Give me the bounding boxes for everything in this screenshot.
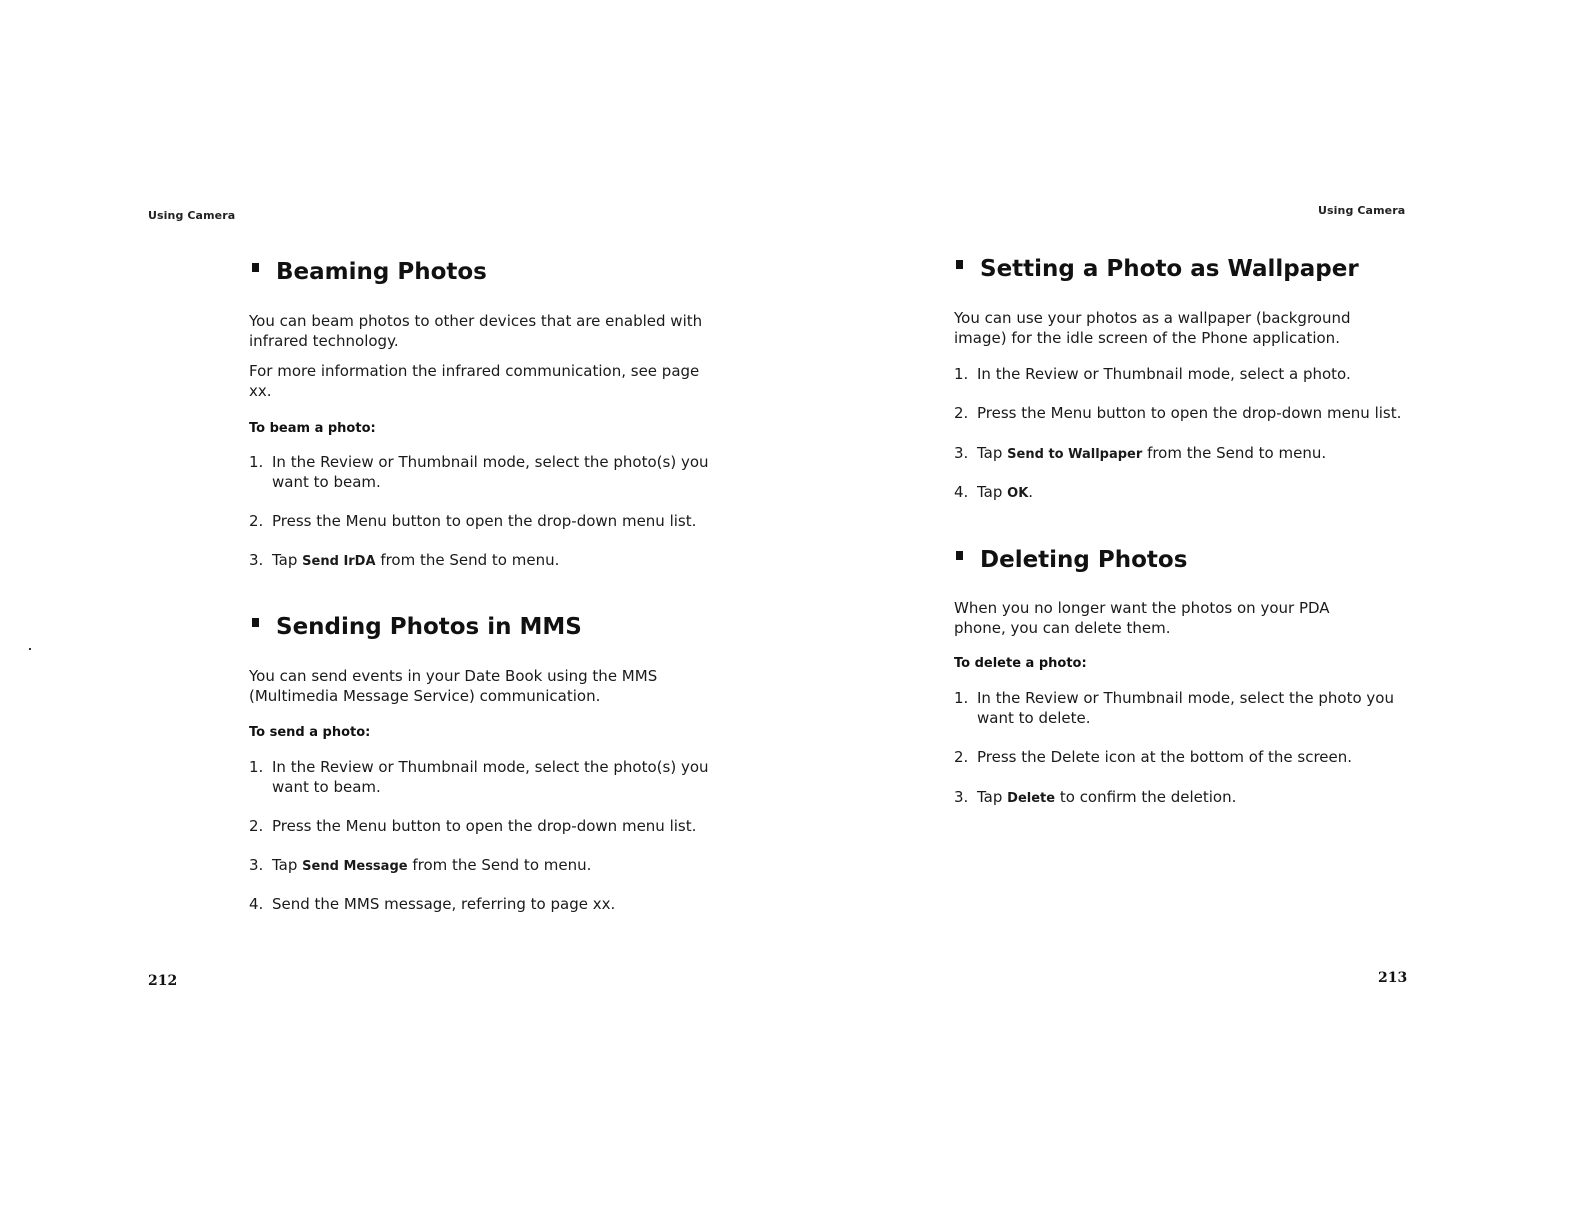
list-item: 3. Tap Send IrDA from the Send to menu. xyxy=(249,551,560,569)
square-bullet-icon xyxy=(252,263,259,272)
ui-term: Delete xyxy=(1007,791,1056,806)
list-item: 3. Tap Send Message from the Send to menu. xyxy=(249,856,592,874)
square-bullet-icon xyxy=(252,618,259,627)
right-page-number: 213 xyxy=(1378,970,1408,986)
ui-term: Send IrDA xyxy=(302,554,376,569)
ui-term: OK xyxy=(1007,486,1029,501)
section-title-beaming-photos: Beaming Photos xyxy=(252,259,487,285)
list-item: 3. Tap Send to Wallpaper from the Send to menu. xyxy=(954,444,1327,462)
paragraph: When you no longer want the photos on your PDA phone, you can delete them. xyxy=(954,599,1330,637)
ui-term: Send to Wallpaper xyxy=(1007,447,1143,462)
list-item: 1. In the Review or Thumbnail mode, select the photo(s) you want to beam. xyxy=(249,758,709,796)
left-page-number: 212 xyxy=(148,973,178,989)
procedure-heading: To beam a photo: xyxy=(249,421,376,436)
list-item: 3. Tap Delete to confirm the deletion. xyxy=(954,788,1237,806)
list-item: 4. Send the MMS message, referring to page xx. xyxy=(249,895,616,913)
left-running-header: Using Camera xyxy=(148,209,236,222)
square-bullet-icon xyxy=(956,260,963,269)
list-item: 1. In the Review or Thumbnail mode, select a photo. xyxy=(954,365,1351,383)
procedure-heading: To send a photo: xyxy=(249,725,371,740)
section-title-setting-wallpaper: Setting a Photo as Wallpaper xyxy=(956,256,1359,282)
scan-speck xyxy=(29,648,31,650)
paragraph: You can send events in your Date Book using the MMS (Multimedia Message Service) communication. xyxy=(249,667,658,705)
list-item: 2. Press the Menu button to open the drop-down menu list. xyxy=(249,512,697,530)
list-item: 1. In the Review or Thumbnail mode, select the photo you want to delete. xyxy=(954,689,1394,727)
paragraph: You can use your photos as a wallpaper (background image) for the idle screen of the Phone application. xyxy=(954,309,1351,347)
list-item: 2. Press the Delete icon at the bottom of the screen. xyxy=(954,748,1353,766)
section-title-deleting-photos: Deleting Photos xyxy=(956,547,1187,573)
right-running-header: Using Camera xyxy=(1318,204,1406,217)
square-bullet-icon xyxy=(956,551,963,560)
list-item: 2. Press the Menu button to open the drop-down menu list. xyxy=(249,817,697,835)
paragraph: You can beam photos to other devices that are enabled with infrared technology. xyxy=(249,312,703,350)
ui-term: Send Message xyxy=(302,859,408,874)
section-title-sending-photos-mms: Sending Photos in MMS xyxy=(252,614,582,640)
paragraph: For more information the infrared communication, see page xx. xyxy=(249,362,700,400)
list-item: 4. Tap OK. xyxy=(954,483,1034,501)
list-item: 2. Press the Menu button to open the drop-down menu list. xyxy=(954,404,1402,422)
procedure-heading: To delete a photo: xyxy=(954,656,1087,671)
list-item: 1. In the Review or Thumbnail mode, select the photo(s) you want to beam. xyxy=(249,453,709,491)
